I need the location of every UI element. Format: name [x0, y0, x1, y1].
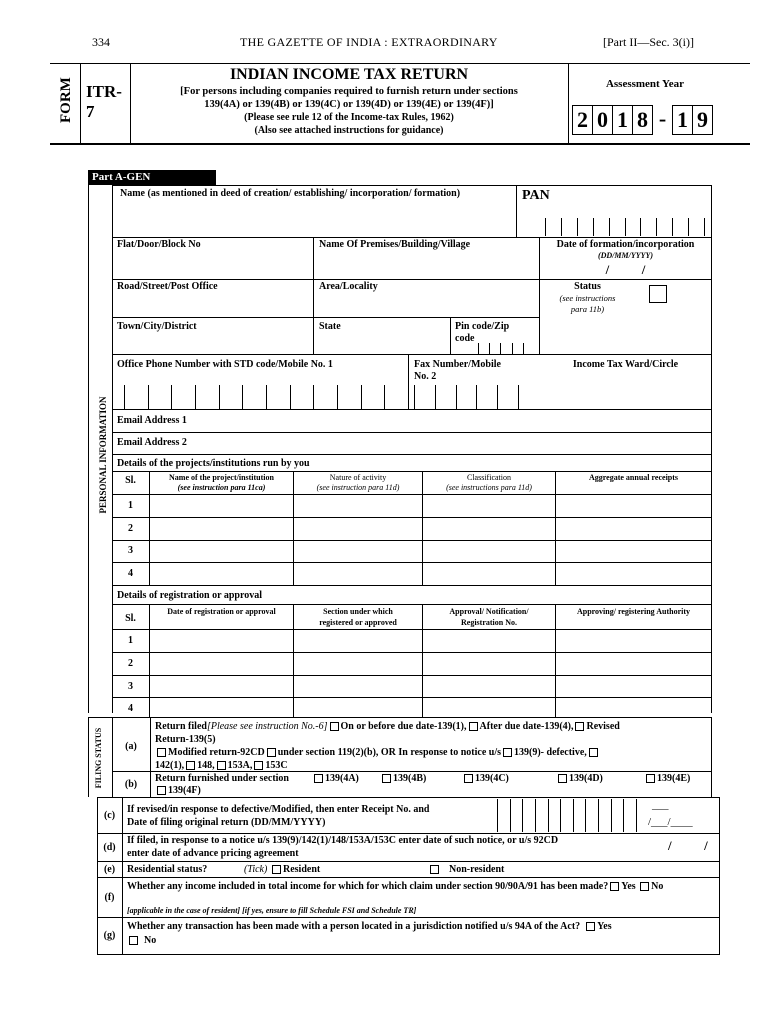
- filing-f-yes-checkbox[interactable]: [610, 882, 619, 891]
- personal-info-side-label: PERSONAL INFORMATION: [98, 396, 108, 514]
- reg-title: Details of registration or approval: [117, 590, 262, 601]
- filing-f-block: [127, 880, 712, 893]
- filing-f-yes: Yes: [621, 881, 636, 892]
- projects-nature-header-1: Nature of activity: [329, 473, 387, 482]
- ward-label: Income Tax Ward/Circle: [572, 359, 679, 370]
- form-id-line1: ITR-: [86, 82, 122, 101]
- filing-a-opt9: 153C: [265, 760, 288, 771]
- reg-row-sl: 4: [128, 703, 133, 714]
- ay-digit: 8: [633, 105, 653, 135]
- filing-a-line4-lead: 142(1),: [155, 760, 185, 771]
- filing-b-tag: (b): [124, 779, 138, 790]
- part-a-title: Part A-GEN: [88, 170, 216, 185]
- filing-a-checkbox-9[interactable]: [217, 761, 226, 770]
- filing-a-opt5: under section 119(2)(b), OR In response to notice u/s: [277, 747, 502, 758]
- phone-input[interactable]: [124, 385, 408, 409]
- filing-a-checkbox-4[interactable]: [157, 748, 166, 757]
- filing-a-opt7: 148,: [197, 760, 215, 771]
- reg-approval-header-2: Registration No.: [461, 618, 517, 627]
- reg-row-sl: 3: [128, 681, 133, 692]
- pin-label-1: Pin code/Zip: [455, 321, 510, 332]
- form-subtitle-3: (Please see rule 12 of the Income-tax Rules, 1962): [244, 112, 454, 123]
- filing-c-date-top: ___: [652, 799, 669, 811]
- ay-digit: 0: [593, 105, 613, 135]
- filing-a-opt1: On or before due date-139(1),: [340, 721, 467, 732]
- non-resident-checkbox[interactable]: [430, 865, 439, 874]
- filing-d-text-1: If filed, in response to a notice u/s 139(9)/142(1)/148/153A/153C enter date of such notice, or u/s 92CD: [127, 835, 559, 846]
- ay-digit: 1: [672, 105, 693, 135]
- filing-a-checkbox-8[interactable]: [186, 761, 195, 770]
- status-label: Status: [574, 281, 601, 292]
- filing-a-checkbox-1[interactable]: [330, 722, 339, 731]
- area-label: Area/Locality: [319, 281, 378, 292]
- filing-d-tag: (d): [103, 842, 116, 853]
- ay-digit: 9: [693, 105, 713, 135]
- filing-f-text: Whether any income included in total income for which for which claim under section 90/90A/91 has been made?: [127, 881, 609, 892]
- filing-f-no-checkbox[interactable]: [640, 882, 649, 891]
- projects-receipts-header: Aggregate annual receipts: [588, 473, 679, 482]
- filing-c-text-2: Date of filing original return (DD/MM/YYYY): [127, 817, 326, 828]
- filing-b-opt-4: 139(4D): [556, 773, 603, 784]
- filing-a-lead: Return filed: [155, 721, 207, 732]
- projects-row-sl: 3: [128, 545, 133, 556]
- filing-d-date-input[interactable]: / /: [668, 838, 708, 853]
- reg-row-sl: 1: [128, 635, 133, 646]
- reg-authority-header: Approving/ registering Authority: [576, 607, 691, 616]
- dof-format: (DD/MM/YYYY): [597, 251, 654, 260]
- flat-label: Flat/Door/Block No: [117, 239, 201, 250]
- filing-f-note: [applicable in the case of resident] [if yes, ensure to fill Schedule FSI and Schedule TR]: [127, 906, 417, 915]
- filing-b-opt-3: 139(4C): [462, 773, 509, 784]
- projects-class-header-2: (see instructions para 11d): [446, 483, 532, 492]
- filing-c-text-1: If revised/in response to defective/Modified, then enter Receipt No. and: [127, 804, 430, 815]
- filing-a-opt8: 153A,: [227, 760, 253, 771]
- filing-e-tick: (Tick): [244, 864, 268, 875]
- gazette-title: THE GAZETTE OF INDIA : EXTRAORDINARY: [240, 35, 498, 49]
- road-label: Road/Street/Post Office: [117, 281, 218, 292]
- filing-a-checkbox-7[interactable]: [589, 748, 598, 757]
- filing-b-checkbox-3[interactable]: [464, 774, 473, 783]
- status-note-1: (see instructions: [559, 293, 616, 303]
- projects-row-sl: 1: [128, 500, 133, 511]
- filing-a-checkbox-10[interactable]: [254, 761, 263, 770]
- form-id-line2: 7: [86, 102, 95, 121]
- filing-g-block: [127, 920, 712, 948]
- filing-b-opt-1: 139(4A): [312, 773, 359, 784]
- page-number: 334: [92, 35, 110, 49]
- projects-name-header-1: Name of the project/institution: [169, 473, 274, 482]
- town-label: Town/City/District: [117, 321, 197, 332]
- reg-sl-header: Sl.: [125, 613, 136, 624]
- projects-nature-header-2: (see instruction para 11d): [316, 483, 400, 492]
- filing-g-no-checkbox[interactable]: [129, 936, 138, 945]
- filing-a-note: [Please see instruction No.-6]: [206, 721, 328, 732]
- filing-e-lead: Residential status?: [127, 864, 208, 875]
- fax-input[interactable]: [414, 385, 539, 409]
- form-subtitle-2: 139(4A) or 139(4B) or 139(4C) or 139(4D) or 139(4E) or 139(4F)]: [204, 99, 494, 110]
- state-label: State: [319, 321, 341, 332]
- pin-label-2: code: [455, 333, 475, 344]
- filing-a-opt2: After due date-139(4),: [479, 721, 574, 732]
- filing-b-checkbox-5[interactable]: [646, 774, 655, 783]
- form-title: INDIAN INCOME TAX RETURN: [229, 66, 469, 83]
- filing-a-opt4: Modified return-92CD: [168, 747, 265, 758]
- assessment-year-digits: [572, 105, 713, 135]
- filing-f-tag: (f): [104, 892, 115, 903]
- status-checkbox[interactable]: [649, 285, 667, 303]
- filing-a-checkbox-6[interactable]: [503, 748, 512, 757]
- reg-row-sl: 2: [128, 658, 133, 669]
- email1-label: Email Address 1: [117, 415, 187, 426]
- filing-b-checkbox-1[interactable]: [314, 774, 323, 783]
- resident-label: Resident: [283, 864, 321, 875]
- reg-section-header-2: registered or approved: [319, 618, 397, 627]
- reg-date-header: Date of registration or approval: [167, 607, 276, 616]
- form-subtitle-4: (Also see attached instructions for guidance): [254, 125, 444, 136]
- fax-label-2: No. 2: [414, 371, 437, 382]
- filing-a-opt6: 139(9)- defective,: [514, 747, 587, 758]
- form-subtitle-1: [For persons including companies required to furnish return under sections: [180, 86, 518, 97]
- filing-a-checkbox-5[interactable]: [267, 748, 276, 757]
- form-label: FORM: [58, 77, 74, 123]
- filing-e-tag: (e): [103, 864, 116, 875]
- filing-b-lead: Return furnished under section: [155, 773, 289, 784]
- filing-a-checkbox-2[interactable]: [469, 722, 478, 731]
- filing-b-checkbox-6[interactable]: [157, 786, 166, 795]
- filing-b-checkbox-2[interactable]: [382, 774, 391, 783]
- projects-row-sl: 4: [128, 568, 133, 579]
- email2-label: Email Address 2: [117, 437, 187, 448]
- fax-label-1: Fax Number/Mobile: [414, 359, 501, 370]
- filing-a-block: [155, 720, 710, 772]
- receipt-number-input[interactable]: [497, 799, 637, 832]
- ay-digit: -: [658, 106, 667, 131]
- part-label: [Part II—Sec. 3(i)]: [603, 35, 694, 49]
- filing-b-opt-2: 139(4B): [380, 773, 426, 784]
- ay-digit: 1: [613, 105, 633, 135]
- assessment-year-label: Assessment Year: [605, 78, 685, 90]
- filing-g-text: Whether any transaction has been made with a person located in a jurisdiction notified u/s 94A of the Act?: [127, 921, 581, 932]
- filing-a-opt3: Revised: [586, 721, 620, 732]
- reg-approval-header-1: Approval/ Notification/: [449, 607, 529, 616]
- filing-f-no: No: [651, 881, 664, 892]
- non-resident-label: Non-resident: [449, 864, 505, 875]
- filing-d-text-2: enter date of advance pricing agreement: [127, 848, 299, 859]
- projects-sl-header: Sl.: [125, 475, 136, 486]
- filing-a-checkbox-3[interactable]: [575, 722, 584, 731]
- premises-label: Name Of Premises/Building/Village: [319, 239, 471, 250]
- projects-name-header-2: (see instruction para 11ca): [177, 483, 266, 492]
- pin-input[interactable]: [478, 343, 534, 354]
- dof-input[interactable]: / /: [605, 262, 646, 277]
- name-label: Name (as mentioned in deed of creation/ establishing/ incorporation/ formation): [120, 188, 461, 199]
- filing-b-checkbox-4[interactable]: [558, 774, 567, 783]
- status-note-2: para 11b): [570, 304, 605, 314]
- dof-label: Date of formation/incorporation: [556, 239, 695, 250]
- filing-status-side-label: FILING STATUS: [94, 727, 103, 789]
- projects-row-sl: 2: [128, 523, 133, 534]
- filing-g-tag: (g): [103, 930, 116, 941]
- filing-b-opt-5: 139(4E): [644, 773, 690, 784]
- projects-title: Details of the projects/institutions run by you: [117, 458, 310, 469]
- filing-a-tag: (a): [125, 741, 137, 752]
- filing-b-opt-6: 139(4F): [155, 785, 201, 796]
- reg-section-header-1: Section under which: [323, 607, 393, 616]
- filing-c-tag: (c): [103, 810, 116, 821]
- filing-g-yes-checkbox[interactable]: [586, 922, 595, 931]
- filing-c-date-input[interactable]: /___/____: [648, 816, 693, 828]
- ay-digit: 2: [572, 105, 593, 135]
- pan-input[interactable]: [545, 218, 705, 236]
- filing-a-line2: Return-139(5): [155, 734, 216, 745]
- filing-g-yes: Yes: [597, 921, 612, 932]
- pan-label: PAN: [522, 188, 550, 203]
- filing-g-no: No: [144, 935, 157, 946]
- phone-label: Office Phone Number with STD code/Mobile No. 1: [117, 359, 333, 370]
- projects-class-header-1: Classification: [467, 473, 511, 482]
- resident-checkbox[interactable]: [272, 865, 281, 874]
